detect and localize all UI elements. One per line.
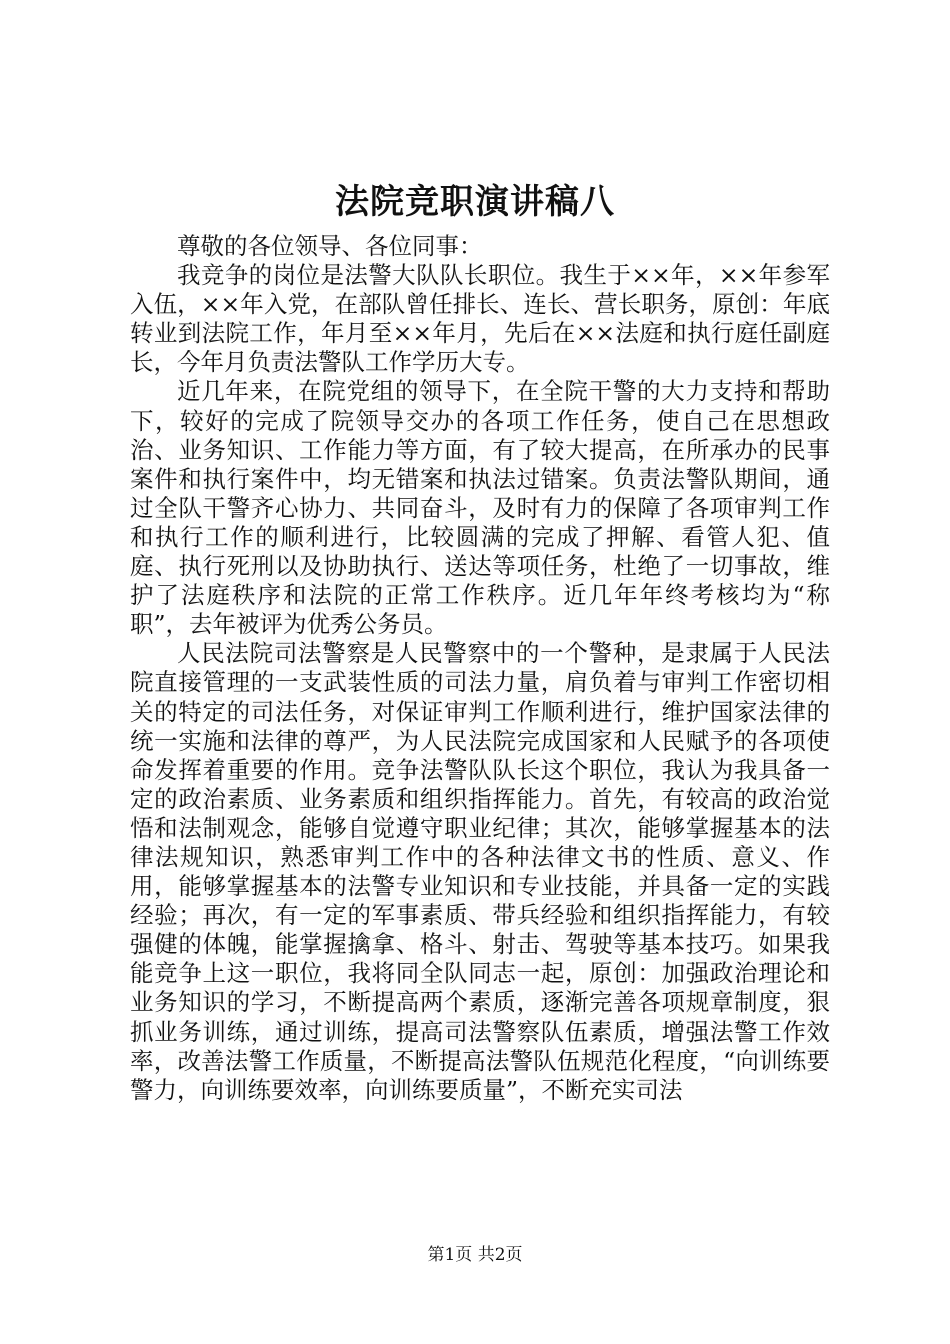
document-title: 法院竞职演讲稿八 bbox=[335, 182, 615, 222]
page-number-footer: 第1页 共2页 bbox=[427, 1245, 523, 1265]
document-body bbox=[130, 232, 830, 1105]
body-paragraph: 近几年来，在院党组的领导下，在全院干警的大力支持和帮助下，较好的完成了院领导交办的各项工作任务，使自己在思想政治、业务知识、工作能力等方面，有了较大提高，在所承办的民事案件和执行案件中，均无错案和执法过错案。负责法警队期间，通过全队干警齐心协力、共同奋斗，及时有力的保障了各项审判工作和执行工作的顺利进行，比较圆满的完成了押解、看管人犯、值庭、执行死刑以及协助执行、送达等项任务，杜绝了一切事故，维护了法庭秩序和法院的正常工作秩序。近几年年终考核均为“称职”，去年被评为优秀公务员。 bbox=[130, 377, 830, 639]
body-paragraph: 我竞争的岗位是法警大队队长职位。我生于××年，××年参军入伍，××年入党，在部队曾任排长、连长、营长职务，原创：年底转业到法院工作，年月至××年月，先后在××法庭和执行庭任副庭长，今年月负责法警队工作学历大专。 bbox=[130, 261, 830, 377]
body-paragraph: 人民法院司法警察是人民警察中的一个警种，是隶属于人民法院直接管理的一支武装性质的司法力量，肩负着与审判工作密切相关的特定的司法任务，对保证审判工作顺利进行，维护国家法律的统一实施和法律的尊严，为人民法院完成国家和人民赋予的各项使命发挥着重要的作用。竞争法警队队长这个职位，我认为我具备一定的政治素质、业务素质和组织指挥能力。首先，有较高的政治觉悟和法制观念，能够自觉遵守职业纪律；其次，能够掌握基本的法律法规知识，熟悉审判工作中的各种法律文书的性质、意义、作用，能够掌握基本的法警专业知识和专业技能，并具备一定的实践经验；再次，有一定的军事素质、带兵经验和组织指挥能力，有较强健的体魄，能掌握擒拿、格斗、射击、驾驶等基本技巧。如果我能竞争上这一职位，我将同全队同志一起，原创：加强政治理论和业务知识的学习，不断提高两个素质，逐渐完善各项规章制度，狠抓业务训练，通过训练，提高司法警察队伍素质，增强法警工作效率，改善法警工作质量，不断提高法警队伍规范化程度，“向训练要警力，向训练要效率，向训练要质量”，不断充实司法 bbox=[130, 639, 830, 1104]
salutation-paragraph: 尊敬的各位领导、各位同事： bbox=[177, 232, 483, 260]
